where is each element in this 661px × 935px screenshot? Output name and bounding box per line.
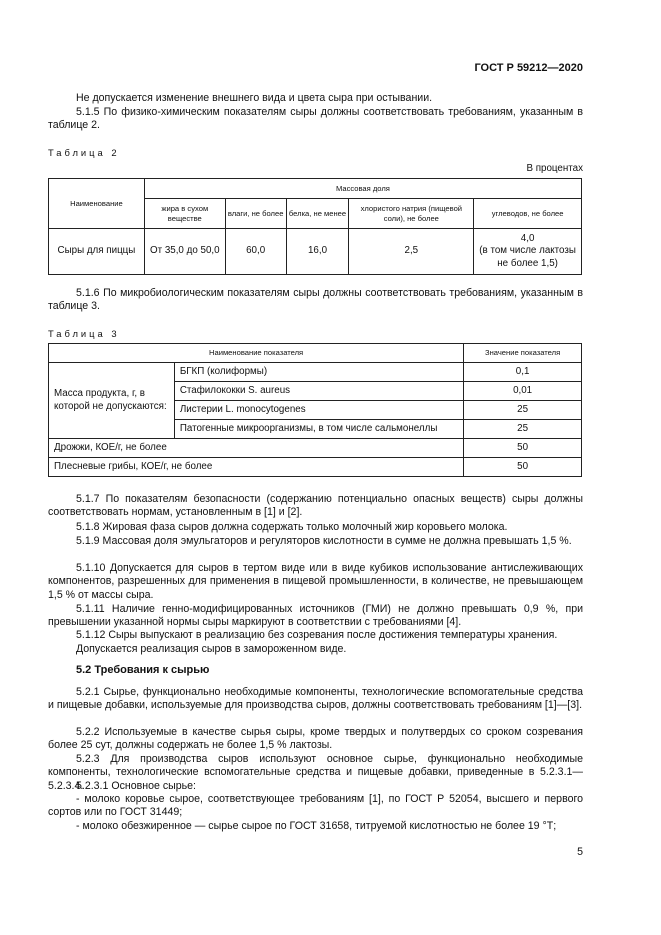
paragraph-5-2-2: 5.2.2 Используемые в качестве сырья сыры, кроме твердых и полутвердых со сроком созревания более 25 сут, должны содержать не более 1,5 % лактозы. (48, 726, 583, 752)
table-2-subheader-moisture: влаги, не более (225, 199, 286, 229)
table-2-subheader-carbs: углеводов, не более (474, 199, 582, 229)
paragraph-5-1-7: 5.1.7 По показателям безопасности (содержанию потенциально опасных веществ) сыры должны соответствовать нормам, установленным в [1] и [2]. (48, 493, 583, 519)
paragraph-frozen: Допускается реализация сыров в замороженном виде. (76, 643, 347, 655)
table-2-caption: Таблица 2 (48, 147, 120, 158)
table-3-cell-name: Плесневые грибы, КОЕ/г, не более (49, 458, 464, 477)
table-row (49, 363, 582, 382)
table-3-group-label: Масса продукта, г, в которой не допускаются: (49, 363, 175, 439)
table-2-cell-fat: От 35,0 до 50,0 (144, 229, 225, 275)
table-3-cell-value: 25 (464, 420, 582, 439)
table-3-cell-name: Дрожжи, КОЕ/г, не более (49, 439, 464, 458)
table-2 (48, 178, 582, 275)
page-number: 5 (577, 846, 583, 858)
table-row (49, 439, 582, 458)
table-2-carbs-value: 4,0 (520, 232, 535, 244)
table-2-subheader-protein: белка, не менее (286, 199, 349, 229)
paragraph-cooling: Не допускается изменение внешнего вида и цвета сыра при остывании. (76, 92, 433, 104)
paragraph-5-2-1: 5.2.1 Сырье, функционально необходимые компоненты, технологические вспомогательные средства и пищевые добавки, используемые для производства сыров, должны соответствовать требованиям [1]—[3]. (48, 686, 583, 712)
table-3-cell-value: 0,01 (464, 382, 582, 401)
paragraph-5-1-9: 5.1.9 Массовая доля эмульгаторов и регуляторов кислотности в сумме не должна превышать 1,5 %. (76, 535, 572, 547)
table-2-cell-name: Сыры для пиццы (49, 229, 145, 275)
list-item-milk: - молоко коровье сырое, соответствующее требованиям [1], по ГОСТ Р 52054, высшего и первого сортов или по ГОСТ 31449; (48, 793, 583, 819)
paragraph-5-1-5: 5.1.5 По физико-химическим показателям сыры должны соответствовать требованиям, указанным в таблице 2. (48, 106, 583, 132)
table-3-cell-value: 50 (464, 439, 582, 458)
paragraph-5-2-3-1: 5.2.3.1 Основное сырье: (76, 780, 196, 792)
table-3-cell-value: 0,1 (464, 363, 582, 382)
table-3-header-value: Значение показателя (464, 344, 582, 363)
paragraph-5-1-6: 5.1.6 По микробиологическим показателям сыры должны соответствовать требованиям, указанным в таблице 3. (48, 287, 583, 313)
table-3-caption: Таблица 3 (48, 328, 120, 339)
table-3-cell-name: Стафилококки S. aureus (174, 382, 463, 401)
table-2-subheader-fat: жира в сухом веществе (144, 199, 225, 229)
table-row (49, 458, 582, 477)
list-item-skim-milk: - молоко обезжиренное — сырье сырое по ГОСТ 31658, титруемой кислотностью не более 19 °Т; (76, 820, 557, 832)
table-2-subheader-salt: хлористого натрия (пищевой соли), не более (349, 199, 474, 229)
paragraph-5-1-11: 5.1.11 Наличие генно-модифицированных источников (ГМИ) не должно превышать 0,9 %, при превышении указанной нормы сыры маркируют в соответствии с требованиями [4]. (48, 603, 583, 629)
table-2-cell-salt: 2,5 (349, 229, 474, 275)
table-2-units: В процентах (526, 163, 583, 174)
table-2-cell-moisture: 60,0 (225, 229, 286, 275)
table-row (49, 229, 582, 275)
table-3-cell-value: 25 (464, 401, 582, 420)
paragraph-5-1-10: 5.1.10 Допускается для сыров в тертом виде или в виде кубиков использование антислеживающих компонентов, разрешенных для применения в пищевой промышленности, в количестве, не превышающем 1,5 % от массы сыра. (48, 562, 583, 601)
table-3-cell-name: Листерии L. monocytogenes (174, 401, 463, 420)
table-2-cell-protein: 16,0 (286, 229, 349, 275)
paragraph-5-1-12: 5.1.12 Сыры выпускают в реализацию без созревания после достижения температуры хранения. (76, 629, 558, 641)
table-3-cell-name: Патогенные микроорганизмы, в том числе сальмонеллы (174, 420, 463, 439)
table-3-cell-value: 50 (464, 458, 582, 477)
table-3-cell-name: БГКП (колиформы) (174, 363, 463, 382)
table-3 (48, 343, 582, 477)
paragraph-5-1-8: 5.1.8 Жировая фаза сыров должна содержать только молочный жир коровьего молока. (76, 521, 508, 533)
document-header: ГОСТ Р 59212—2020 (474, 62, 583, 74)
section-heading-5-2: 5.2 Требования к сырью (76, 664, 210, 676)
table-3-header-indicator: Наименование показателя (49, 344, 464, 363)
paragraph-5-2-3: 5.2.3 Для производства сыров используют основное сырье, функционально необходимые компоненты, технологические вспомогательные средства и пищевые добавки, приведенные в 5.2.3.1—5.2.3.4. (48, 753, 583, 792)
table-2-header-name: Наименование (49, 179, 145, 229)
table-2-cell-carbs (474, 229, 582, 275)
table-2-carbs-note: (в том числе лактозы не более 1,5) (479, 245, 576, 269)
table-2-header-group: Массовая доля (144, 179, 581, 199)
